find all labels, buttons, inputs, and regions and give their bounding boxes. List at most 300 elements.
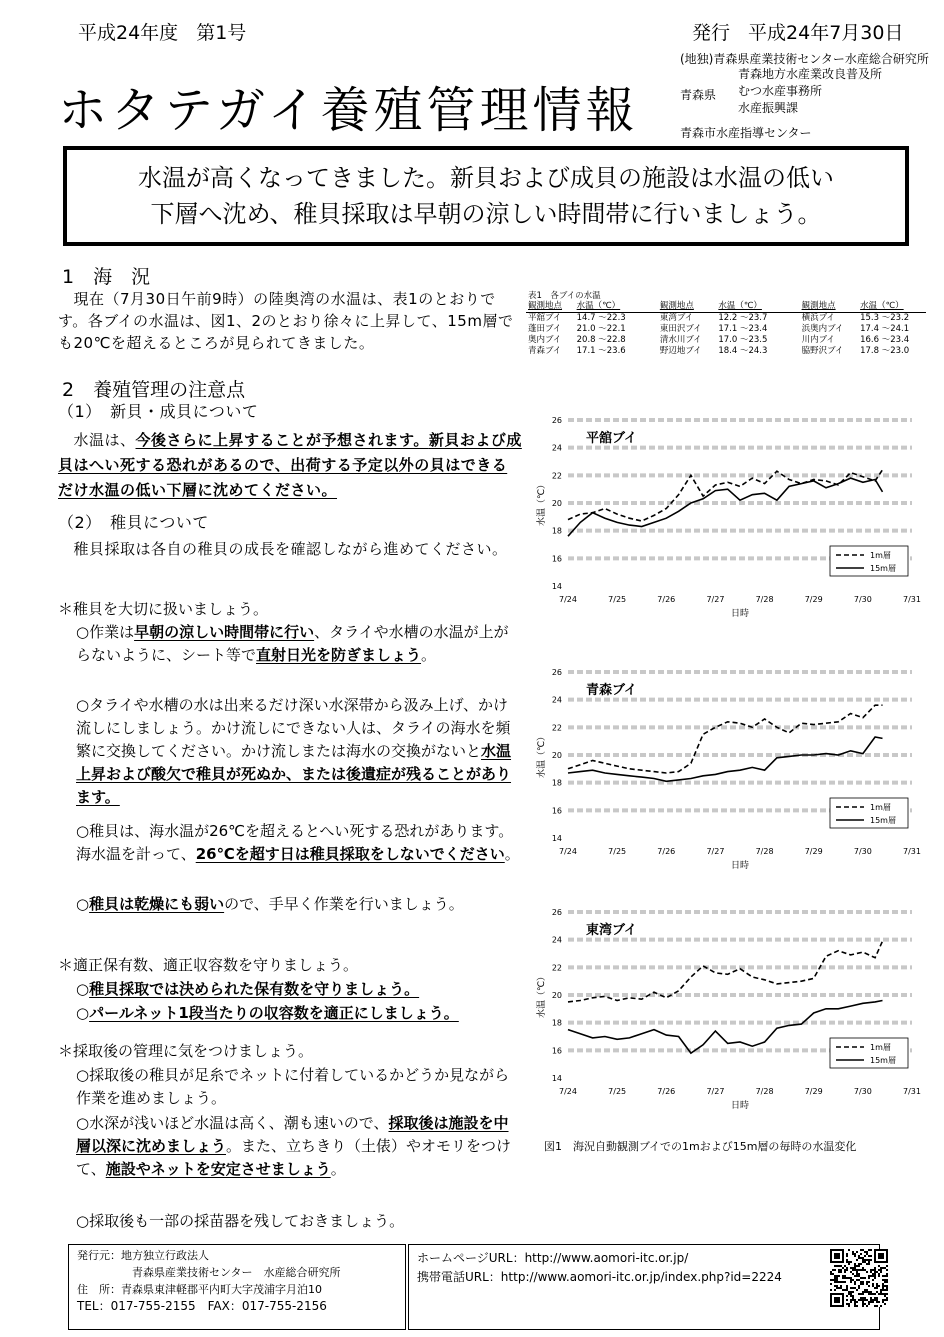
qr-module bbox=[860, 1283, 862, 1285]
qr-module bbox=[866, 1299, 868, 1301]
qr-module bbox=[862, 1257, 864, 1259]
qr-finder bbox=[834, 1297, 840, 1303]
qr-module bbox=[850, 1271, 852, 1273]
qr-module bbox=[858, 1275, 860, 1277]
qr-module bbox=[856, 1301, 858, 1303]
notes-group3-item2 bbox=[76, 1112, 522, 1181]
qr-module bbox=[866, 1281, 868, 1283]
qr-module bbox=[858, 1265, 860, 1267]
qr-module bbox=[854, 1299, 856, 1301]
x-tick-label: 7/31 bbox=[903, 1087, 921, 1096]
qr-module bbox=[858, 1255, 860, 1257]
qr-module bbox=[848, 1263, 850, 1265]
table-cell: 東田沢ブイ bbox=[659, 324, 702, 334]
note-text: 。 bbox=[504, 845, 520, 863]
issue-year: 平成24年度 bbox=[78, 22, 179, 44]
qr-module bbox=[882, 1287, 884, 1289]
qr-module bbox=[834, 1265, 836, 1267]
qr-module bbox=[836, 1275, 838, 1277]
x-tick-label: 7/27 bbox=[706, 847, 725, 856]
qr-module bbox=[844, 1277, 846, 1279]
qr-module bbox=[886, 1285, 888, 1287]
note-text: ○ bbox=[76, 1004, 90, 1022]
qr-module bbox=[878, 1293, 880, 1295]
publish-info bbox=[692, 18, 903, 45]
note-text: ○ bbox=[76, 980, 90, 998]
x-tick-label: 7/25 bbox=[608, 847, 627, 856]
qr-module bbox=[840, 1265, 842, 1267]
qr-module bbox=[830, 1273, 832, 1275]
qr-module bbox=[862, 1305, 864, 1307]
qr-module bbox=[862, 1269, 864, 1271]
qr-module bbox=[880, 1291, 882, 1293]
table-header: 水温（℃） bbox=[858, 301, 926, 313]
qr-module bbox=[886, 1287, 888, 1289]
section2-sub1-title: （1） 新貝・成貝について bbox=[58, 402, 259, 421]
legend-label: 1m層 bbox=[870, 551, 891, 560]
qr-module bbox=[866, 1283, 868, 1285]
y-tick-label: 14 bbox=[551, 582, 562, 591]
qr-module bbox=[846, 1255, 848, 1257]
publish-date: 平成24年7月30日 bbox=[748, 22, 904, 44]
qr-module bbox=[882, 1279, 884, 1281]
qr-module bbox=[886, 1289, 888, 1291]
qr-module bbox=[886, 1273, 888, 1275]
qr-module bbox=[832, 1273, 834, 1275]
qr-module bbox=[872, 1273, 874, 1275]
legend-box bbox=[830, 798, 908, 828]
table-header: 水温（℃） bbox=[575, 301, 658, 313]
qr-module bbox=[834, 1277, 836, 1279]
qr-module bbox=[864, 1269, 866, 1271]
qr-module bbox=[860, 1277, 862, 1279]
qr-module bbox=[856, 1275, 858, 1277]
qr-module bbox=[858, 1257, 860, 1259]
qr-module bbox=[844, 1265, 846, 1267]
qr-module bbox=[862, 1259, 864, 1261]
note-text: ○ bbox=[76, 895, 90, 913]
qr-module bbox=[830, 1283, 832, 1285]
note-text: ○作業は bbox=[76, 623, 135, 641]
qr-module bbox=[854, 1265, 856, 1267]
qr-module bbox=[830, 1289, 832, 1291]
publish-label: 発行 bbox=[692, 22, 731, 44]
qr-module bbox=[864, 1297, 866, 1299]
qr-module bbox=[850, 1277, 852, 1279]
sub1-text-b: 今後さらに上昇することが予想されます。 bbox=[135, 431, 429, 449]
qr-module bbox=[856, 1305, 858, 1307]
qr-module bbox=[876, 1285, 878, 1287]
y-tick-label: 14 bbox=[551, 834, 562, 843]
y-tick-label: 26 bbox=[551, 416, 562, 425]
qr-module bbox=[844, 1275, 846, 1277]
qr-module bbox=[852, 1295, 854, 1297]
qr-module bbox=[860, 1257, 862, 1259]
notes-group3-item1: ○採取後の稚貝が足糸でネットに付着しているかどうか見ながら作業を進めましょう。 bbox=[76, 1066, 510, 1107]
note-emphasis: 稚貝は乾燥にも弱い bbox=[89, 895, 225, 913]
qr-module bbox=[880, 1305, 882, 1307]
qr-module bbox=[832, 1279, 834, 1281]
qr-module bbox=[838, 1275, 840, 1277]
x-axis-label: 日時 bbox=[730, 1101, 750, 1111]
headline-line2: 下層へ沈め、稚貝採取は早朝の涼しい時間帯に行いましょう。 bbox=[150, 200, 822, 228]
chart-aomori bbox=[526, 660, 934, 882]
qr-module bbox=[830, 1271, 832, 1273]
mobile-url[interactable]: 携帯電話URL：http://www.aomori-itc.or.jp/index.php?id=2224 bbox=[417, 1270, 782, 1284]
qr-module bbox=[886, 1299, 888, 1301]
x-tick-label: 7/24 bbox=[559, 595, 577, 604]
qr-module bbox=[834, 1269, 836, 1271]
qr-module bbox=[856, 1251, 858, 1253]
note-emphasis: 早朝の涼しい時間帯に行い bbox=[134, 623, 315, 641]
series-line bbox=[568, 705, 883, 773]
note-text: 。 bbox=[421, 646, 437, 664]
qr-module bbox=[868, 1301, 870, 1303]
homepage-url[interactable]: ホームページURL：http://www.aomori-itc.or.jp/ bbox=[417, 1251, 689, 1265]
org-pref-item: 水産振興課 bbox=[738, 101, 799, 115]
qr-module bbox=[876, 1271, 878, 1273]
qr-module bbox=[868, 1259, 870, 1261]
table-cell: 17.0 ～23.5 bbox=[718, 335, 768, 345]
legend-box bbox=[830, 546, 908, 576]
y-tick-label: 22 bbox=[551, 963, 562, 973]
qr-module bbox=[876, 1283, 878, 1285]
qr-module bbox=[870, 1275, 872, 1277]
qr-module bbox=[862, 1303, 864, 1305]
qr-module bbox=[884, 1289, 886, 1291]
qr-module bbox=[876, 1287, 878, 1289]
x-tick-label: 7/24 bbox=[559, 1087, 577, 1096]
notes-group3-head: ＊採取後の管理に気をつけましょう。 bbox=[58, 1042, 314, 1060]
table-cell: 野辺地ブイ bbox=[659, 346, 702, 356]
org-pref-item: 青森地方水産業改良普及所 bbox=[738, 67, 883, 81]
qr-module bbox=[874, 1305, 876, 1307]
qr-module bbox=[878, 1301, 880, 1303]
note-text: 。 bbox=[330, 1160, 346, 1178]
qr-module bbox=[862, 1249, 864, 1251]
legend-box bbox=[830, 1038, 908, 1068]
qr-module bbox=[882, 1283, 884, 1285]
qr-module bbox=[836, 1265, 838, 1267]
y-axis-label: 水温（℃） bbox=[537, 479, 547, 527]
y-tick-label: 24 bbox=[551, 443, 562, 453]
qr-module bbox=[846, 1277, 848, 1279]
qr-module bbox=[850, 1295, 852, 1297]
note-text: ○タライや水槽の水は出来るだけ深い水深帯から汲み上げ、かけ流しにしましょう。かけ流しにできない人は、タライの海水を頻繁に交換してください。かけ流しまたは海水の交換がないと bbox=[76, 696, 511, 760]
qr-module bbox=[862, 1301, 864, 1303]
qr-module bbox=[846, 1289, 848, 1291]
qr-module bbox=[852, 1267, 854, 1269]
qr-module bbox=[880, 1267, 882, 1269]
qr-module bbox=[836, 1287, 838, 1289]
qr-module bbox=[870, 1291, 872, 1293]
org-pref-list bbox=[738, 66, 882, 117]
table-cell: 蓬田ブイ bbox=[528, 324, 562, 334]
footer-line: TEL：017-755-2155 FAX：017-755-2156 bbox=[77, 1299, 327, 1313]
y-tick-label: 16 bbox=[551, 1046, 562, 1056]
qr-module bbox=[878, 1275, 880, 1277]
qr-module bbox=[868, 1249, 870, 1251]
qr-module bbox=[850, 1279, 852, 1281]
table-cell: 清水川ブイ bbox=[659, 335, 702, 345]
qr-module bbox=[854, 1269, 856, 1271]
qr-module bbox=[860, 1249, 862, 1251]
qr-module bbox=[848, 1277, 850, 1279]
x-tick-label: 7/30 bbox=[853, 1087, 872, 1096]
qr-module bbox=[854, 1301, 856, 1303]
x-tick-label: 7/25 bbox=[608, 595, 627, 604]
qr-finder bbox=[878, 1253, 884, 1259]
qr-module bbox=[854, 1281, 856, 1283]
qr-module bbox=[836, 1279, 838, 1281]
table-header: 水温（℃） bbox=[716, 301, 799, 313]
footer-line: 住 所：青森県東津軽郡平内町大字茂浦字月泊10 bbox=[77, 1283, 322, 1296]
qr-module bbox=[864, 1303, 866, 1305]
table-cell: 脇野沢ブイ bbox=[801, 346, 844, 356]
chart-title: 青森ブイ bbox=[586, 683, 637, 698]
table-cell: 東湾ブイ bbox=[659, 313, 694, 323]
qr-module bbox=[860, 1281, 862, 1283]
table-row bbox=[526, 313, 926, 325]
qr-module bbox=[840, 1271, 842, 1273]
section2-title: 2 養殖管理の注意点 bbox=[62, 379, 246, 401]
table-header-row bbox=[526, 301, 926, 313]
qr-module bbox=[850, 1299, 852, 1301]
qr-module bbox=[856, 1289, 858, 1291]
qr-module bbox=[886, 1265, 888, 1267]
notes-group1-head: ＊稚貝を大切に扱いましょう。 bbox=[58, 600, 269, 618]
note-emphasis: 稚貝採取では決められた保有数を守りましょう。 bbox=[89, 980, 420, 998]
page-title: ホタテガイ養殖管理情報 bbox=[58, 82, 639, 139]
notes-group2-item2 bbox=[76, 1002, 459, 1025]
table-cell: 16.6 ～23.4 bbox=[860, 335, 910, 345]
section2-sub2-title: （2） 稚貝について bbox=[58, 513, 209, 532]
qr-module bbox=[872, 1283, 874, 1285]
table-cell: 浜奥内ブイ bbox=[801, 324, 844, 334]
qr-module bbox=[866, 1253, 868, 1255]
qr-module bbox=[834, 1275, 836, 1277]
table-cell: 平舘ブイ bbox=[528, 313, 562, 323]
qr-module bbox=[860, 1299, 862, 1301]
qr-module bbox=[876, 1297, 878, 1299]
y-tick-label: 20 bbox=[551, 991, 562, 1000]
qr-module bbox=[840, 1269, 842, 1271]
note-text: 。また、立ちきり（土俵）やオモリをつけて、 bbox=[76, 1137, 512, 1178]
note-text: ので、手早く作業を行いましょう。 bbox=[224, 895, 464, 913]
table-cell: 17.4 ～24.1 bbox=[860, 324, 910, 334]
x-tick-label: 7/29 bbox=[804, 1087, 823, 1096]
x-tick-label: 7/27 bbox=[706, 1087, 725, 1096]
qr-module bbox=[868, 1255, 870, 1257]
qr-module bbox=[874, 1267, 876, 1269]
chart-higashi-wan bbox=[526, 900, 934, 1122]
qr-module bbox=[882, 1289, 884, 1291]
qr-module bbox=[864, 1261, 866, 1263]
qr-module bbox=[852, 1287, 854, 1289]
qr-module bbox=[860, 1263, 862, 1265]
qr-module bbox=[884, 1281, 886, 1283]
qr-module bbox=[848, 1303, 850, 1305]
qr-module bbox=[886, 1297, 888, 1299]
qr-module bbox=[874, 1269, 876, 1271]
qr-module bbox=[858, 1287, 860, 1289]
y-tick-label: 26 bbox=[551, 668, 562, 677]
y-tick-label: 22 bbox=[551, 471, 562, 481]
note-emphasis: 26℃を超す日は稚貝採取をしないでください bbox=[195, 845, 505, 863]
qr-module bbox=[862, 1299, 864, 1301]
qr-module bbox=[862, 1267, 864, 1269]
qr-module bbox=[858, 1299, 860, 1301]
table-cell: 12.2 ～23.7 bbox=[718, 313, 768, 323]
qr-module bbox=[852, 1297, 854, 1299]
qr-module bbox=[850, 1287, 852, 1289]
qr-module bbox=[864, 1291, 866, 1293]
qr-module bbox=[846, 1303, 848, 1305]
qr-module bbox=[858, 1285, 860, 1287]
legend-label: 15m層 bbox=[870, 816, 896, 825]
qr-module bbox=[870, 1259, 872, 1261]
qr-module bbox=[866, 1305, 868, 1307]
qr-module bbox=[850, 1281, 852, 1283]
qr-module bbox=[882, 1299, 884, 1301]
qr-module bbox=[862, 1293, 864, 1295]
qr-module bbox=[874, 1277, 876, 1279]
qr-module bbox=[868, 1291, 870, 1293]
qr-module bbox=[836, 1277, 838, 1279]
qr-module bbox=[866, 1271, 868, 1273]
qr-module bbox=[856, 1273, 858, 1275]
issue-info bbox=[78, 18, 246, 45]
qr-code-icon[interactable] bbox=[830, 1249, 888, 1307]
qr-module bbox=[870, 1299, 872, 1301]
qr-module bbox=[842, 1281, 844, 1283]
qr-module bbox=[852, 1253, 854, 1255]
headline-line1: 水温が高くなってきました。新貝および成貝の施設は水温の低い bbox=[138, 164, 834, 192]
sub1-text-c: 新貝および成貝はへい死する恐れがあるので、出荷する予定以外の貝はできるだけ水温の低い下層に沈めてください。 bbox=[58, 431, 522, 499]
qr-module bbox=[854, 1303, 856, 1305]
qr-module bbox=[856, 1271, 858, 1273]
y-tick-label: 16 bbox=[551, 554, 562, 564]
qr-module bbox=[858, 1273, 860, 1275]
qr-module bbox=[874, 1275, 876, 1277]
footer-links bbox=[408, 1244, 880, 1330]
qr-module bbox=[884, 1295, 886, 1297]
table-cell: 川内ブイ bbox=[801, 335, 835, 345]
table-cell: 21.0 ～22.1 bbox=[576, 324, 626, 334]
qr-module bbox=[838, 1281, 840, 1283]
qr-module bbox=[844, 1271, 846, 1273]
qr-module bbox=[844, 1281, 846, 1283]
qr-module bbox=[868, 1293, 870, 1295]
note-emphasis: 施設やネットを安定させましょう bbox=[105, 1160, 331, 1178]
table-cell: 17.1 ～23.6 bbox=[576, 346, 626, 356]
qr-module bbox=[872, 1275, 874, 1277]
notes-group1-item2 bbox=[76, 694, 522, 809]
qr-module bbox=[842, 1267, 844, 1269]
qr-module bbox=[868, 1285, 870, 1287]
qr-module bbox=[862, 1281, 864, 1283]
section1-text: 現在（7月30日午前9時）の陸奥湾の水温は、表1のとおりです。各ブイの水温は、図1、2のとおり徐々に上昇して、15m層でも20℃を超えるところが見られてきました。 bbox=[58, 290, 514, 352]
qr-module bbox=[834, 1279, 836, 1281]
qr-module bbox=[868, 1275, 870, 1277]
table-row bbox=[526, 324, 926, 335]
qr-module bbox=[876, 1305, 878, 1307]
qr-module bbox=[884, 1275, 886, 1277]
qr-module bbox=[862, 1277, 864, 1279]
qr-module bbox=[882, 1285, 884, 1287]
qr-module bbox=[870, 1301, 872, 1303]
qr-module bbox=[864, 1277, 866, 1279]
qr-module bbox=[874, 1299, 876, 1301]
chart-hiradate bbox=[526, 408, 934, 630]
qr-module bbox=[874, 1293, 876, 1295]
qr-module bbox=[832, 1269, 834, 1271]
y-tick-label: 26 bbox=[551, 908, 562, 917]
qr-module bbox=[862, 1261, 864, 1263]
y-tick-label: 24 bbox=[551, 695, 562, 705]
y-axis-label: 水温（℃） bbox=[537, 971, 547, 1019]
qr-module bbox=[880, 1293, 882, 1295]
y-tick-label: 16 bbox=[551, 806, 562, 816]
qr-module bbox=[846, 1287, 848, 1289]
footer-publisher bbox=[68, 1244, 406, 1330]
qr-module bbox=[876, 1299, 878, 1301]
qr-module bbox=[882, 1275, 884, 1277]
qr-module bbox=[854, 1305, 856, 1307]
qr-module bbox=[842, 1275, 844, 1277]
qr-module bbox=[884, 1299, 886, 1301]
qr-module bbox=[858, 1263, 860, 1265]
qr-module bbox=[854, 1253, 856, 1255]
x-tick-label: 7/29 bbox=[804, 595, 823, 604]
notes-group3-item3: ○採取後も一部の採苗器を残しておきましょう。 bbox=[76, 1212, 405, 1230]
qr-module bbox=[852, 1273, 854, 1275]
note-emphasis: 直射日光を防ぎましょう bbox=[256, 646, 422, 664]
footer-line: 発行元：地方独立行政法人 bbox=[77, 1249, 209, 1262]
org-pref-item: むつ水産事務所 bbox=[738, 84, 823, 98]
qr-module bbox=[878, 1273, 880, 1275]
qr-module bbox=[876, 1291, 878, 1293]
qr-module bbox=[848, 1305, 850, 1307]
qr-module bbox=[830, 1279, 832, 1281]
table-header: 観測地点 bbox=[658, 301, 717, 313]
footer-line: 青森県産業技術センター 水産総合研究所 bbox=[77, 1266, 341, 1279]
qr-module bbox=[842, 1277, 844, 1279]
qr-module bbox=[844, 1269, 846, 1271]
qr-module bbox=[886, 1281, 888, 1283]
qr-module bbox=[874, 1271, 876, 1273]
qr-module bbox=[884, 1267, 886, 1269]
qr-module bbox=[862, 1297, 864, 1299]
qr-module bbox=[852, 1299, 854, 1301]
qr-module bbox=[840, 1287, 842, 1289]
qr-module bbox=[866, 1263, 868, 1265]
qr-module bbox=[836, 1285, 838, 1287]
org-pref-label: 青森県 bbox=[680, 88, 717, 102]
legend-label: 1m層 bbox=[870, 1043, 891, 1052]
sub1-text-a: 水温は、 bbox=[58, 431, 136, 449]
qr-module bbox=[878, 1285, 880, 1287]
table-cell: 14.7 ～22.3 bbox=[576, 313, 626, 323]
y-axis-label: 水温（℃） bbox=[537, 731, 547, 779]
qr-module bbox=[884, 1279, 886, 1281]
legend-label: 15m層 bbox=[870, 564, 896, 573]
qr-module bbox=[876, 1301, 878, 1303]
note-text: 、タライや水槽の水温が上がらないように、シート等で bbox=[76, 623, 509, 664]
qr-module bbox=[866, 1291, 868, 1293]
x-tick-label: 7/26 bbox=[657, 595, 676, 604]
qr-module bbox=[886, 1269, 888, 1271]
